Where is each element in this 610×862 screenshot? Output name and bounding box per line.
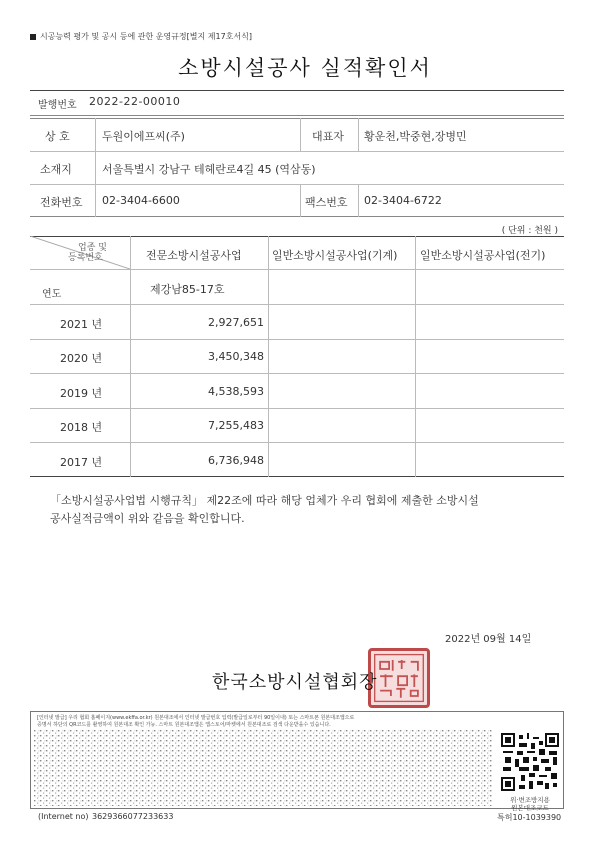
representative-label: 대표자 (312, 130, 344, 143)
association-name: 한국소방시설협회장 (212, 672, 378, 693)
amount-2017: 6,736,948 (208, 454, 264, 467)
fax: 02-3404-6722 (364, 194, 442, 207)
company-name: 두원이에프씨(주) (102, 130, 185, 143)
year-2020: 2020 년 (60, 352, 103, 365)
column-header-3: 일반소방시설공사업(전기) (420, 249, 546, 262)
performance-table (30, 236, 564, 477)
column-header-2: 일반소방시설공사업(기계) (272, 249, 398, 262)
confirmation-statement (50, 492, 560, 528)
internet-number-label: (Internet no) (38, 812, 89, 821)
year-2019: 2019 년 (60, 387, 103, 400)
amount-2021: 2,927,651 (208, 316, 264, 329)
unit-note: ( 단위 : 천원 ) (501, 226, 558, 236)
internet-number: 3629366077233633 (92, 812, 174, 821)
security-pattern (34, 730, 492, 806)
issue-number-value: 2022-22-00010 (89, 95, 181, 108)
amount-2020: 3,450,348 (208, 350, 264, 363)
document-title: 소방시설공사 실적확인서 (178, 56, 432, 80)
phone-label: 전화번호 (40, 196, 83, 209)
issue-number-label: 발행번호 (38, 100, 77, 111)
amount-2019: 4,538,593 (208, 385, 264, 398)
address: 서울특별시 강남구 테헤란로4길 45 (역삼동) (102, 163, 316, 176)
corner-header-mid: 등록번호 (68, 253, 103, 263)
corner-header-top: 업종 및 (78, 243, 107, 253)
internet-notice: [인터넷 발급] 우리 협회 홈페이지(www.ekffa.or.kr) 원본대조에서 인터넷 발급번호 입력(발급일로부터 90일이내) 또는 스마트폰 원본대조앱으로 증명서 하단의 QR코드를 촬영하여 원본대조 확인 가능. 스마트 원본대조앱은 앱스토어/마켓에서 원본대조로 검색 다운받을수 있습니다. (37, 715, 355, 728)
phone: 02-3404-6600 (102, 194, 180, 207)
seal-stamp-icon (371, 651, 427, 705)
company-name-label: 상 호 (45, 130, 70, 143)
representative: 황운천,박중현,장병민 (364, 130, 467, 143)
year-2018: 2018 년 (60, 421, 103, 434)
statement-line-1: 「소방시설공사업법 시행규칙」 제22조에 따라 해당 업체가 우리 협회에 제출한 소방시설 (50, 494, 479, 507)
statement-line-2: 공사실적금액이 위와 같음을 확인합니다. (50, 512, 245, 525)
column-header-1: 전문소방시설공사업 (146, 249, 242, 262)
patent-code: 특허10-1039390 (497, 813, 562, 822)
corner-header-year: 연도 (42, 289, 62, 300)
fax-label: 팩스번호 (305, 196, 348, 209)
registration-number: 제강남85-17호 (150, 283, 225, 296)
form-reference: 시공능력 평가 및 공시 등에 관한 운영규정[별지 제17호서식] (30, 31, 252, 42)
amount-2018: 7,255,483 (208, 419, 264, 432)
qr-caption: 위·변조방지용 원본대조코드 (510, 796, 550, 812)
year-2021: 2021 년 (60, 318, 103, 331)
square-bullet-icon (30, 34, 36, 40)
issue-date: 2022년 09월 14일 (445, 634, 532, 645)
qr-code-icon (500, 733, 560, 791)
year-2017: 2017 년 (60, 456, 103, 469)
address-label: 소재지 (40, 163, 72, 176)
